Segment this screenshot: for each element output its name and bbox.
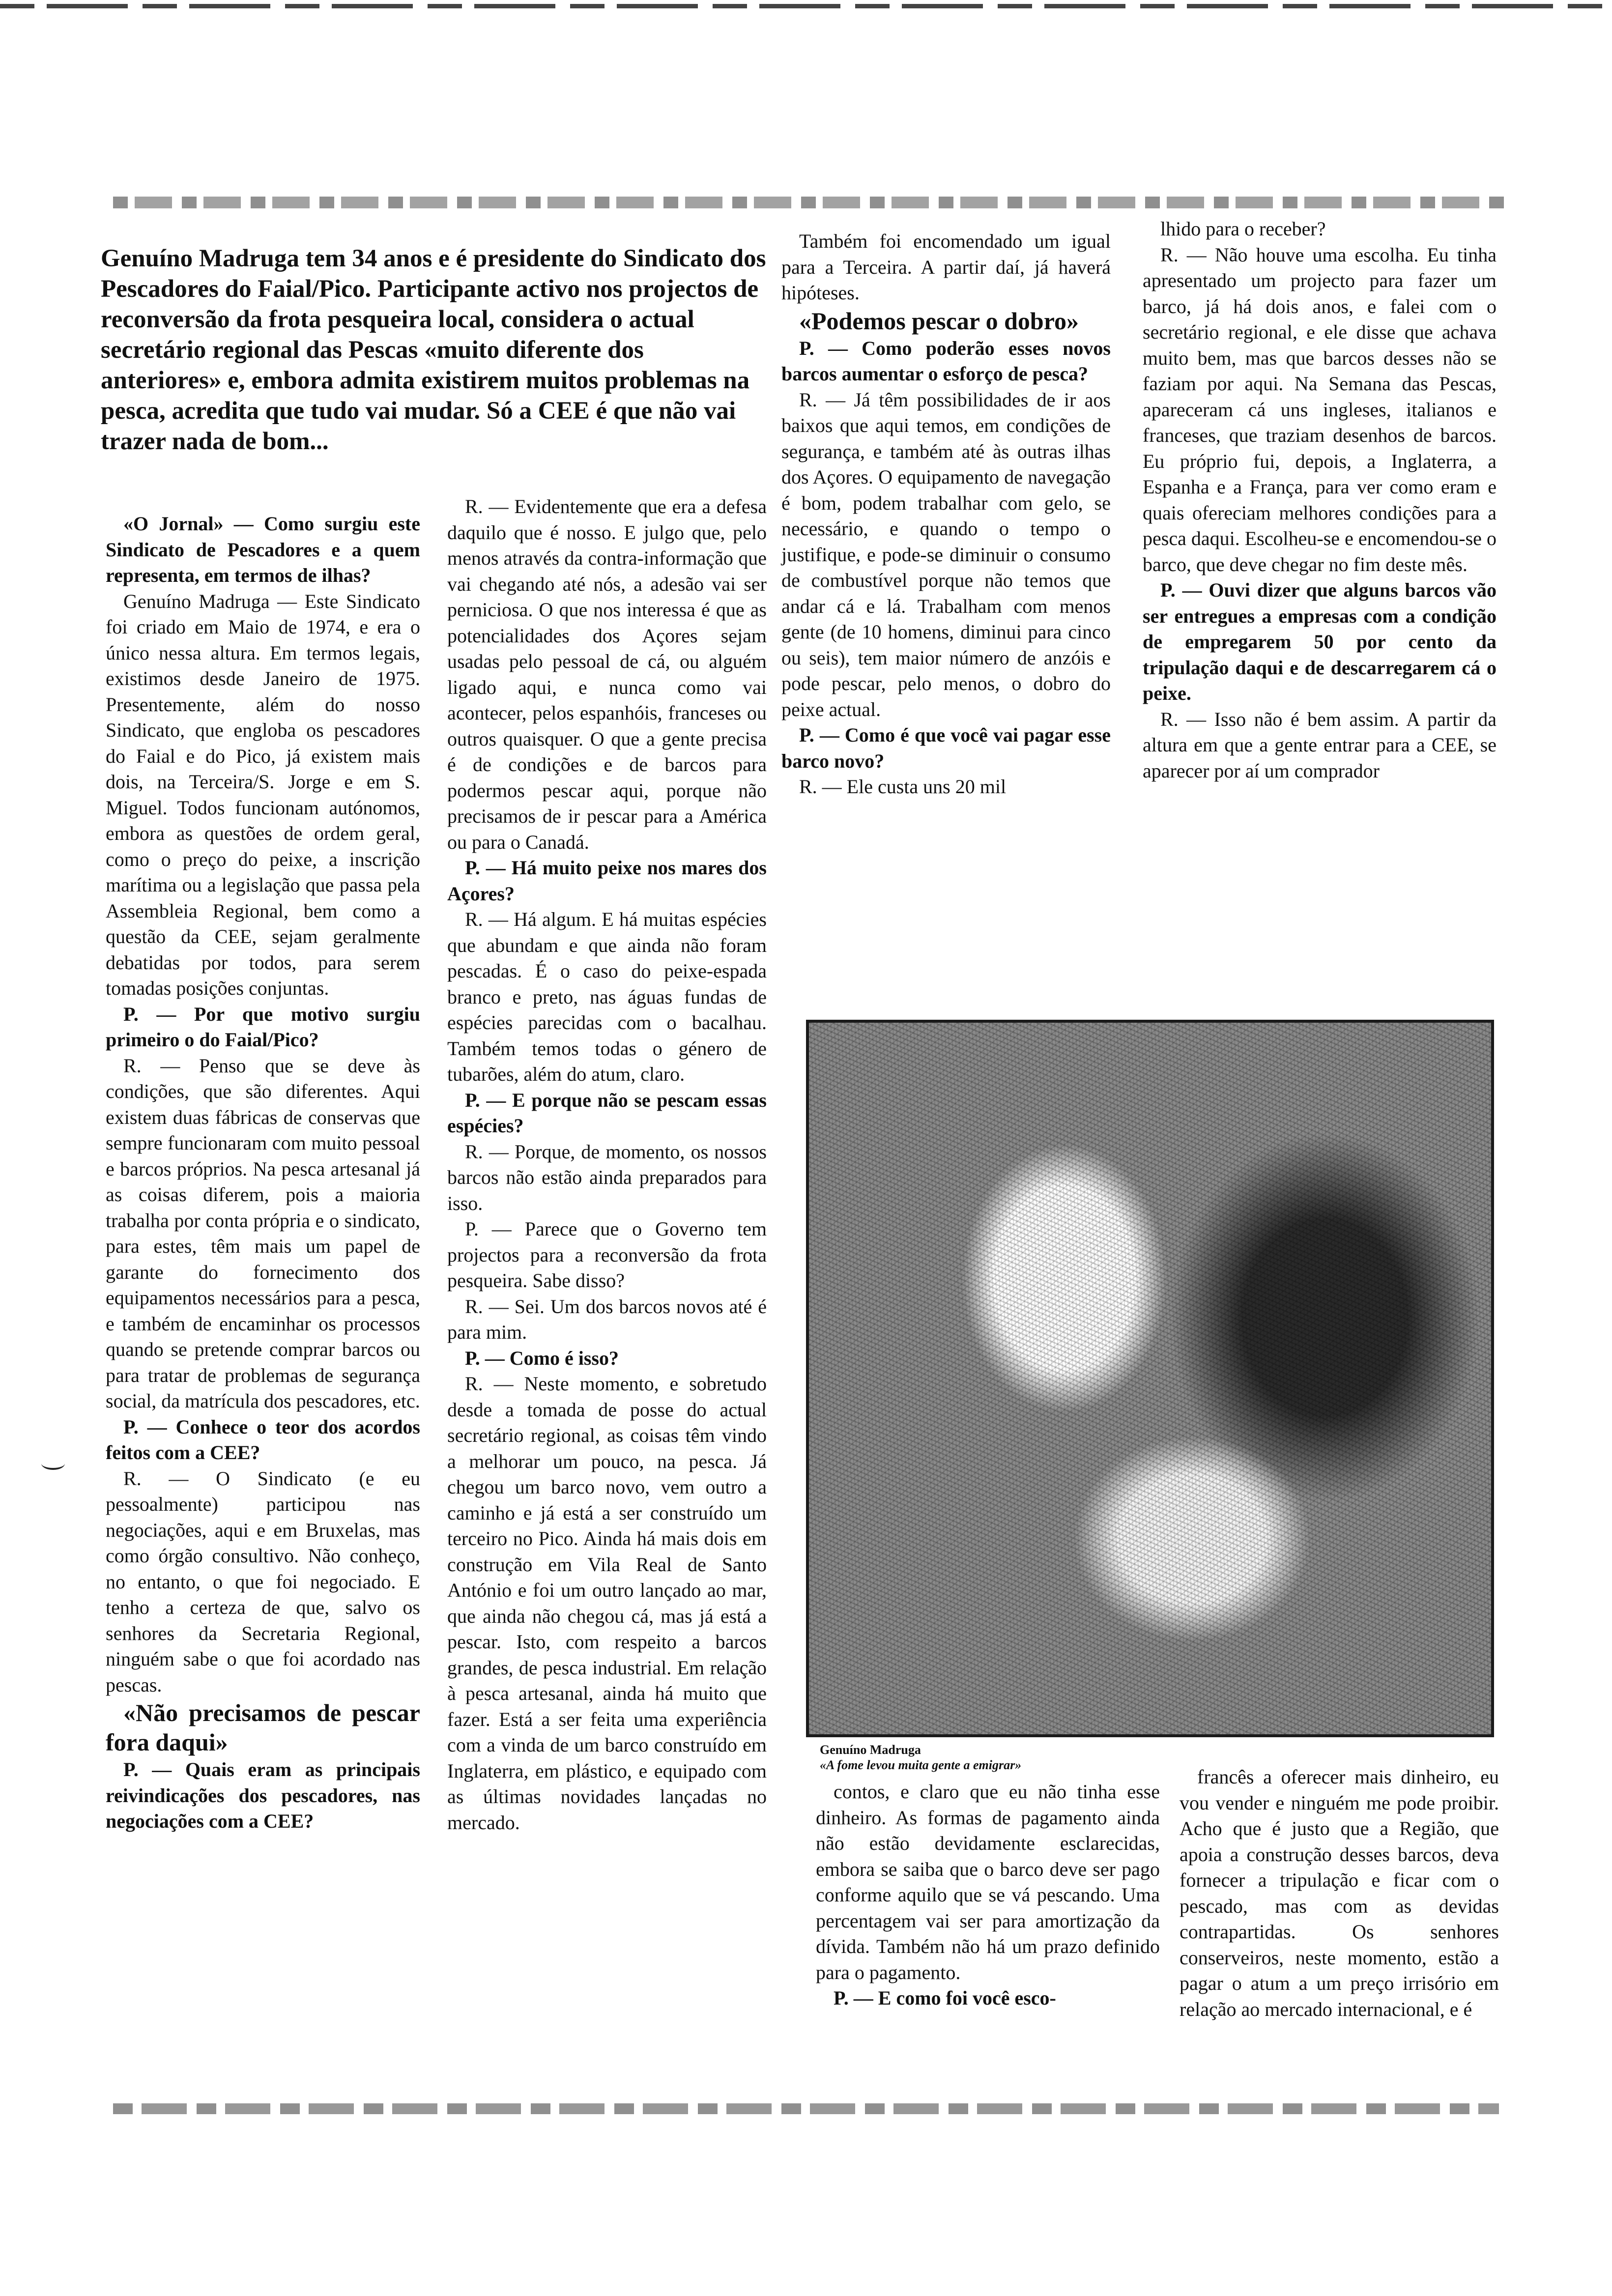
photo-genuino-madruga [806,1020,1494,1737]
answer-paragraph: R. — Penso que se deve às condições, que são diferentes. Aqui existem duas fábricas de conservas que sempre funcionaram com muito pessoal e barcos próprios. Na pesca artesanal já as coisas diferem, pois a maioria trabalha por conta própria e o sindicato, para estes, têm mais um papel de garante do fornecimento dos equipamentos necessários para a pesca, e também de encaminhar os processos quando se pretende comprar barcos ou para tratar de problemas de segurança social, da matrícula dos pescadores, etc. [106,1054,420,1412]
answer-paragraph: R. — Neste momento, e sobretudo desde a tomada de posse do actual secretário regional, as coisas têm vindo a melhorar um pouco, na pesca. Já chegou um barco novo, vem outro a caminho e já está a ser construído um terceiro no Pico. Ainda há mais dois em construção em Vila Real de Santo António e foi um outro lançado ao mar, que ainda não chegou cá, mas já está a pescar. Isto, com respeito a barcos grandes, de pesca industrial. Em relação à pesca artesanal, ainda há muito que fazer. Está a ser feita uma experiência com a vinda de um barco construído em Inglaterra, em plástico, e equipado com as últimas novidades lançadas no mercado. [447,1373,767,1834]
answer-paragraph: R. — Ele custa uns 20 mil [799,775,1007,798]
answer-paragraph: R. — Porque, de momento, os nossos barcos não estão ainda preparados para isso. [447,1140,767,1214]
section-subheading: «Não precisamos de pescar fora daqui» [106,1699,420,1756]
photo-caption-quote: «A fome levou muita gente a emigrar» [820,1758,1022,1772]
article-column-3 [781,229,1111,800]
article-column-4-end [1180,1764,1499,2022]
clipping-top-edge [113,197,1504,208]
section-subheading: «Podemos pescar o dobro» [799,307,1079,335]
answer-paragraph: contos, e claro que eu não tinha esse dinheiro. As formas de pagamento ainda não estão devidamente esclarecidas, embora se saiba que o barco deve ser pago conforme aquilo que se vá pescando. Uma percentagem vai ser para amortização da dívida. Também não há um prazo definido para o pagamento. [816,1780,1160,1983]
answer-paragraph: R. — Sei. Um dos barcos novos até é para mim. [447,1295,767,1343]
article-lead: Genuíno Madruga tem 34 anos e é presidente do Sindicato dos Pescadores do Faial/Pico. Participante activo nos projectos de reconversão da frota pesqueira local, considera o actual secretário regional das Pescas «muito diferente dos anteriores» e, embora admita existirem muitos problemas na pesca, acredita que tudo vai mudar. Só a CEE é que não vai trazer nada de bom... [101,245,766,455]
answer-paragraph: R. — Evidentemente que era a defesa daquilo que é nosso. E julgo que, pelo menos através da contra-informação que vai chegando até nós, a adesão vai ser perniciosa. O que nos interessa é que as potencialidades dos Açores sejam usadas pelo pessoal de cá, ou alguém ligado aqui, e nunca como vai acontecer, pelos espanhóis, franceses ou outros quaisquer. O que a gente precisa é de condições e de barcos para podermos pescar aqui, porque não precisamos de ir pescar para a América ou para o Canadá. [447,495,767,853]
scan-margin-mark [41,1457,65,1470]
question-paragraph: P. — Quais eram as principais reivindicações dos pescadores, nas negociações com a CEE? [106,1758,420,1832]
question-paragraph: P. — Conhece o teor dos acordos feitos com a CEE? [106,1415,420,1464]
answer-paragraph: R. — Já têm possibilidades de ir aos baixos que aqui temos, em condições de segurança, e também até às outras ilhas dos Açores. O equipamento de navegação é bom, podem trabalhar com gelo, se necessário, e quando o tempo o justifique, e pode-se diminuir o consumo de combustível porque não temos que andar cá e lá. Trabalham com menos gente (de 10 homens, diminui para cinco ou seis), tem maior número de anzóis e pode pescar, pelo menos, o dobro do peixe actual. [781,388,1111,720]
question-paragraph: P. — Como é isso? [465,1347,619,1369]
answer-paragraph: lhido para o receber? [1160,218,1326,240]
scan-artifact-top [0,4,1612,8]
answer-paragraph: R. — Isso não é bem assim. A partir da altura em que a gente entrar para a CEE, se aparecer por aí um comprador [1143,708,1497,782]
article-column-3-end [816,1779,1160,2011]
answer-paragraph: R. — Há algum. E há muitas espécies que abundam e que ainda não foram pescadas. É o caso do peixe-espada branco e preto, nas águas fundas de espécies parecidas com o bacalhau. Também temos todas o género de tubarões, além do atum, claro. [447,908,767,1085]
article-column-2 [447,494,767,1836]
question-paragraph: P. — Ouvi dizer que alguns barcos vão ser entregues a empresas com a condição de empregarem 50 por cento da tripulação daqui e de descarregarem cá o peixe. [1143,579,1497,704]
clipping-bottom-edge [113,2103,1499,2114]
question-paragraph: P. — E porque não se pescam essas espécies? [447,1089,767,1137]
photo-caption-name: Genuíno Madruga [820,1743,921,1757]
answer-paragraph: R. — O Sindicato (e eu pessoalmente) participou nas negociações, aqui e em Bruxelas, mas como órgão consultivo. Não conheço, no entanto, o que foi negociado. E tenho a certeza de que, salvo os senhores da Secretaria Regional, ninguém sabe o que foi acordado nas pescas. [106,1467,420,1696]
question-paragraph: P. — Como poderão esses novos barcos aumentar o esforço de pesca? [781,337,1111,385]
question-paragraph: P. — Por que motivo surgiu primeiro o do Faial/Pico? [106,1003,420,1051]
question-paragraph: «O Jornal» — Como surgiu este Sindicato de Pescadores e a quem representa, em termos de ilhas? [106,513,420,586]
question-paragraph: P. — E como foi você esco- [834,1987,1056,2009]
article-column-1 [106,511,420,1835]
article-column-4 [1143,216,1497,784]
answer-paragraph: francês a oferecer mais dinheiro, eu vou vender e ninguém me pode proibir. Acho que é justo que a Região, que apoia a construção desses barcos, deva fornecer a tripulação e ficar com o pescado, mas com as devidas contrapartidas. Os senhores conserveiros, neste momento, estão a pagar o atum a um preço irrisório em relação ao mercado internacional, e é [1180,1766,1499,2020]
answer-paragraph: R. — Não houve uma escolha. Eu tinha apresentado um projecto para fazer um barco, já há dois anos, e falei com o secretário regional, e ele disse que achava muito bem, mas que barcos desses não se faziam por aqui. Na Semana das Pescas, apareceram cá uns ingleses, italianos e franceses, que traziam desenhos de barcos. Eu próprio fui, depois, a Inglaterra, a Espanha e a França, para ver como eram e quais ofereciam melhores condições para a pesca daqui. Escolheu-se e encomendou-se o barco, que deve chegar no fim deste mês. [1143,243,1497,575]
answer-paragraph: Genuíno Madruga — Este Sindicato foi criado em Maio de 1974, e era o único nessa altura. Em termos legais, existimos desde Janeiro de 1975. Presentemente, além do nosso Sindicato, que engloba os pescadores do Faial e do Pico, já existem mais dois, na Terceira/S. Jorge e em S. Miguel. Todos funcionam autónomos, embora as questões de ordem geral, como o preço do peixe, a inscrição marítima ou a legislação que passa pela Assembleia Regional, bem como a questão da CEE, sejam geralmente debatidas por todos, para serem tomadas posições conjuntas. [106,590,420,999]
answer-paragraph: Também foi encomendado um igual para a Terceira. A partir daí, já haverá hipóteses. [781,230,1111,304]
question-paragraph: P. — Como é que você vai pagar esse barco novo? [781,724,1111,772]
question-paragraph: P. — Há muito peixe nos mares dos Açores? [447,857,767,905]
answer-paragraph: P. — Parece que o Governo tem projectos para a reconversão da frota pesqueira. Sabe disso? [447,1218,767,1292]
